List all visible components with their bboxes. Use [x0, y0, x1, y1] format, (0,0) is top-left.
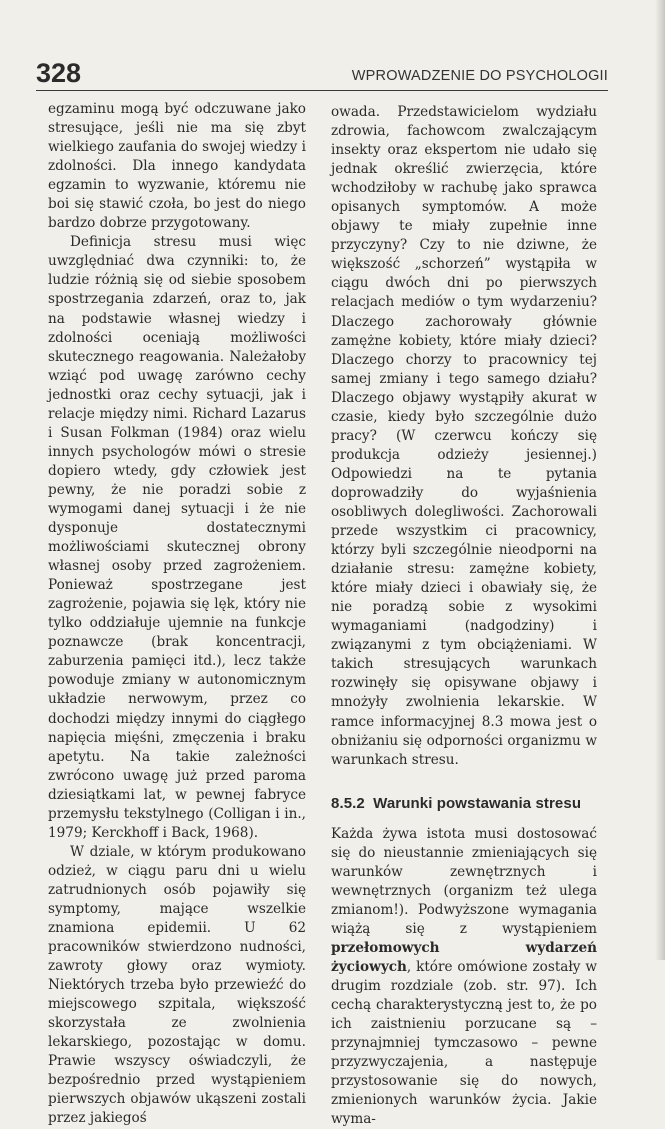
paragraph: egzaminu mogą być odczuwane jako stresujące, jeśli nie ma się zbyt wielkiego zaufania do swojej wiedzy i zdolności. Dla innego kandydata egzamin to wyzwanie, któremu nie boi się stawić czoła, bo jest do niego bardzo dobrze przygotowany. [48, 101, 306, 232]
section-heading [331, 794, 597, 813]
paragraph: W dziale, w którym produkowano odzież, w ciągu paru dni u wielu zatrudnionych osób pojawiły się symptomy, mające wszelkie znamiona epidemii. U 62 pracowników stwierdzono nudności, zawroty głowy oraz wymioty. Niektórych trzeba było przewieźć do miejscowego szpitala, większość skorzystała ze zwolnienia lekarskiego, pozostając w domu. Prawie wszyscy oświadczyli, że bezpośrednio przed wystąpieniem pierwszych objawów ukąszeni zostali przez jakiegoś [48, 843, 306, 1127]
paragraph-text: , które omówione zostały w drugim rozdziale (zob. str. 97). Ich cechą charakterystyczną jest to, że po ich zaistnieniu porzucane są – przynajmniej tymczasowo – pewne przyzwyczajenia, a następuje przystosowanie się do nowych, zmienionych warunków życia. Jakie wyma- [331, 959, 597, 1128]
paragraph: Definicja stresu musi więc uwzględniać dwa czynniki: to, że ludzie różnią się od siebie sposobem spostrzegania zdarzeń, oraz to, jak na podstawie własnej wiedzy i zdolności oceniają możliwości skutecznego reagowania. Należałoby wziąć pod uwagę zarówno cechy jednostki oraz cechy sytuacji, jak i relacje między nimi. Richard Lazarus i Susan Folkman (1984) oraz wielu innych psychologów mówi o stresie dopiero wtedy, gdy człowiek jest pewny, że nie poradzi sobie z wymogami danej sytuacji i że nie dysponuje dostatecznymi możliwościami skutecznej obrony własnej osoby przed zagrożeniem. Ponieważ spostrzegane jest zagrożenie, pojawia się lęk, który nie tylko oddziałuje ujemnie na funkcje poznawcze (brak koncentracji, zaburzenia pamięci itd.), lecz także powoduje zmiany w autonomicznym układzie nerwowym, przez co dochodzi między innymi do ciągłego napięcia mięśni, zmęczenia i braku apetytu. Na takie zależności zwrócono uwagę już przed paroma dziesiątkami lat, w pewnej fabryce przemysłu tekstylnego (Colligan i in., 1979; Kerckhoff i Back, 1968). [48, 234, 306, 841]
left-column [48, 100, 306, 1129]
right-column [331, 103, 597, 1129]
page-edge-shadow [655, 0, 665, 960]
section-title: Warunki powstawania stresu [373, 794, 582, 812]
paragraph-text: Każda żywa istota musi dostosować się do nieustannie zmieniających się warunków zewnętrznych i wewnętrznych (organizm też ulega zmianom!). Podwyższone wymagania wiążą się z wystąpieniem [331, 825, 597, 937]
page-header [36, 58, 608, 91]
page-number: 328 [36, 58, 82, 88]
paragraph [331, 825, 597, 1129]
bold-term: przełomowych wydarzeń życiowych [331, 939, 597, 976]
running-head: WPROWADZENIE DO PSYCHOLOGII [351, 68, 608, 84]
section-number: 8.5.2 [331, 794, 365, 812]
paragraph: owada. Przedstawicielom wydziału zdrowia, fachowcom zwalczającym insekty oraz ekspertom nie udało się jednak określić zwierzęcia, które wchodziłoby w rachubę jako sprawca opisanych symptomów. A może objawy te miały zupełnie inne przyczyny? Czy to nie dziwne, że większość „schorzeń” wystąpiła w ciągu dwóch dni po pierwszych relacjach mediów o tym wydarzeniu? Dlaczego zachorowały głównie zamężne kobiety, które miały dzieci? Dlaczego chorzy to pracownicy tej samej zmiany i tego samego działu? Dlaczego objawy wystąpiły akurat w czasie, kiedy było szczególnie dużo pracy? (W czerwcu kończy się produkcja odzieży jesiennej.) Odpowiedzi na te pytania doprowadziły do wyjaśnienia osobliwych dolegliwości. Zachorowali przede wszystkim ci pracownicy, którzy byli szczególnie nieodporni na działanie stresu: zamężne kobiety, które miały dzieci i obawiały się, że nie poradzą sobie z wysokimi wymaganiami (nadgodziny) i związanymi z tym obciążeniami. W takich stresujących warunkach rozwinęły się opisywane objawy i mnożyły zwolnienia lekarskie. W ramce informacyjnej 8.3 mowa jest o obniżaniu się odporności organizmu w warunkach stresu. [331, 104, 597, 768]
